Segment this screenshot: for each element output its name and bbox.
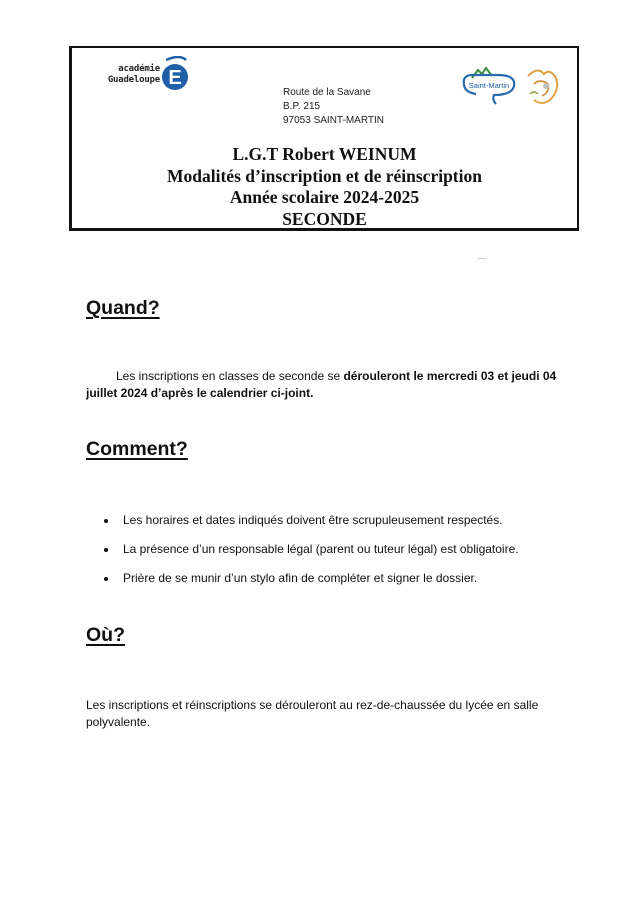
address-line-1: Route de la Savane xyxy=(283,87,371,98)
title-school: L.G.T Robert WEINUM xyxy=(232,144,417,164)
school-address xyxy=(283,86,384,128)
bullet-responsable: La présence d’un responsable légal (parent ou tuteur légal) est obligatoire. xyxy=(103,541,519,570)
bird-emblem-icon xyxy=(520,64,564,108)
saint-martin-label: Saint-Martin xyxy=(468,81,510,90)
title-level: SECONDE xyxy=(282,208,367,229)
heading-comment: Comment? xyxy=(86,438,188,460)
heading-ou: Où? xyxy=(86,624,125,646)
scan-speck xyxy=(478,258,486,259)
header-box xyxy=(69,46,579,231)
document-title xyxy=(72,144,577,230)
academie-e-icon xyxy=(160,56,190,92)
academie-guadeloupe-logo xyxy=(100,54,190,106)
bullet-stylo: Prière de se munir d’un stylo afin de compléter et signer le dossier. xyxy=(103,570,519,599)
quand-text-bold: dérouleront le mercredi 03 et jeudi 04 juillet 2024 d’après le calendrier ci-joint. xyxy=(86,369,557,400)
address-line-2: B.P. 215 xyxy=(283,101,321,112)
address-line-3: 97053 SAINT-MARTIN xyxy=(283,115,384,126)
svg-text:E: E xyxy=(168,67,182,89)
quand-paragraph xyxy=(86,368,586,402)
quand-text-normal: Les inscriptions en classes de seconde se xyxy=(116,369,344,383)
title-annee: Année scolaire 2024-2025 xyxy=(229,187,420,207)
heading-quand: Quand? xyxy=(86,297,160,319)
logo-academie-line-2: Guadeloupe xyxy=(107,75,160,85)
logo-academie-line-1: académie xyxy=(118,64,160,74)
comment-bullet-list xyxy=(103,512,519,599)
ou-paragraph: Les inscriptions et réinscriptions se dérouleront au rez-de-chaussée du lycée en salle polyvalente. xyxy=(86,698,539,729)
saint-martin-logo xyxy=(458,62,522,108)
title-modalites: Modalités d’inscription et de réinscription xyxy=(167,165,482,186)
bullet-horaires: Les horaires et dates indiqués doivent être scrupuleusement respectés. xyxy=(103,512,519,541)
